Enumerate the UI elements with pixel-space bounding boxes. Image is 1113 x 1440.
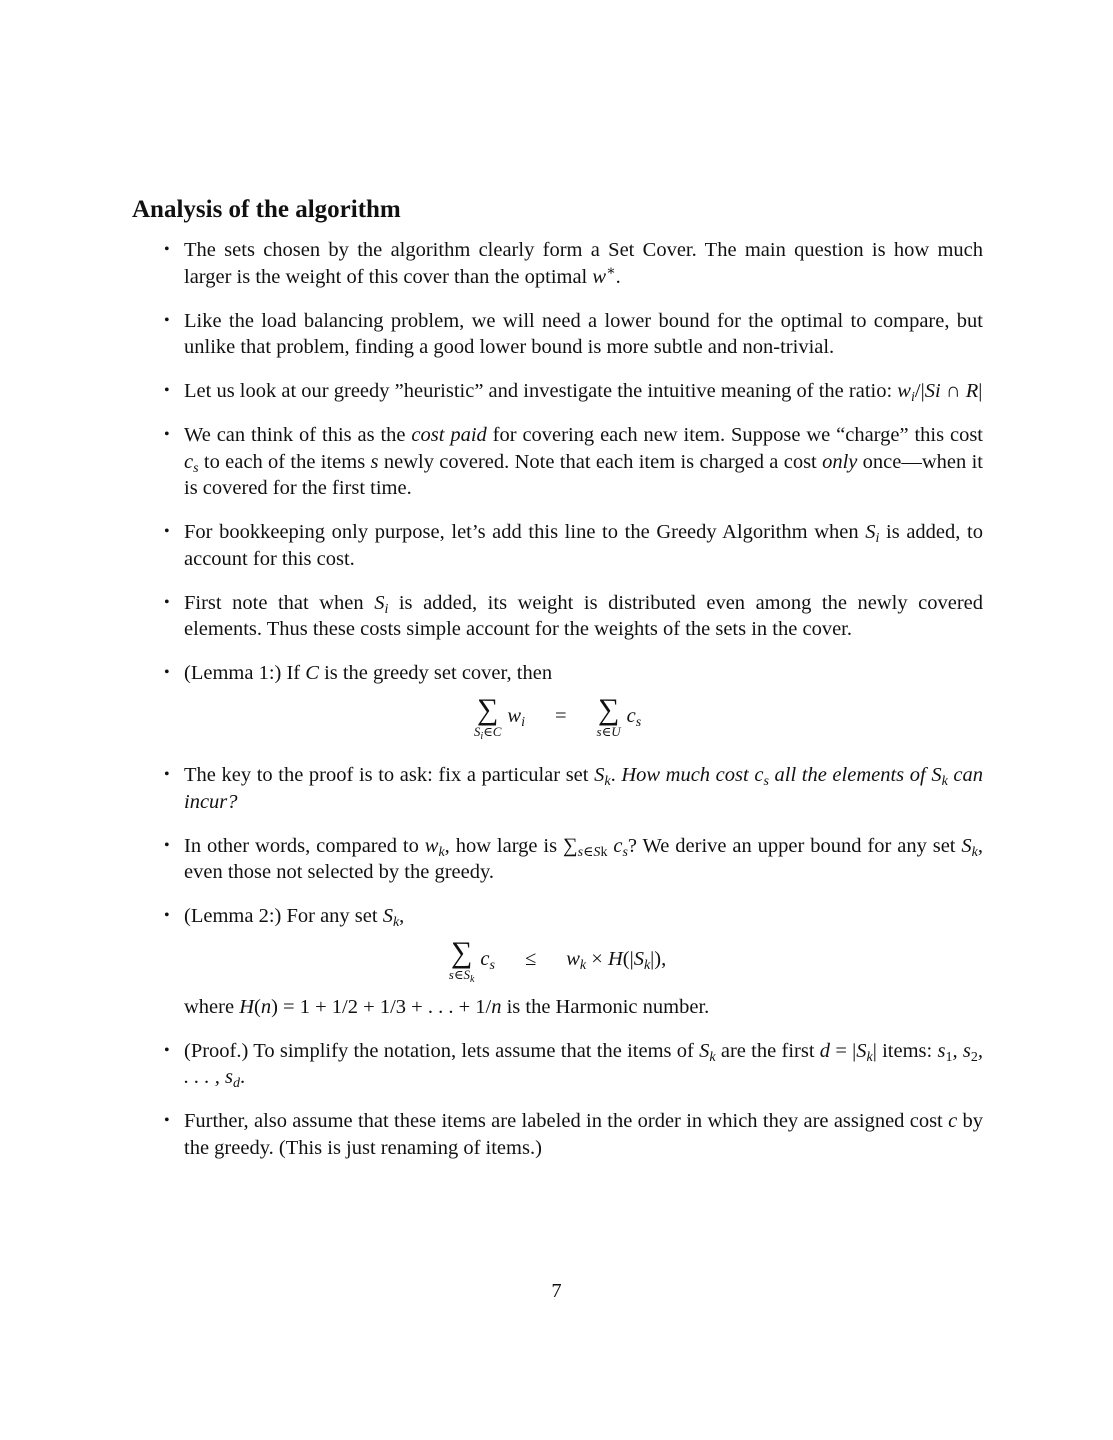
math-segment: k: [941, 774, 948, 789]
math-segment: S: [374, 591, 385, 614]
text-segment: (|: [622, 947, 634, 970]
math-segment: c: [613, 834, 623, 857]
bullet-icon: •: [164, 1112, 170, 1129]
math-segment: w: [592, 265, 607, 288]
bullet-text: [184, 903, 983, 930]
summation: [473, 692, 502, 742]
bullet-item: [132, 519, 983, 572]
math-segment: S: [699, 1039, 710, 1062]
bullet-icon: •: [164, 593, 170, 611]
bullet-item: [132, 1038, 983, 1091]
bullet-item: [132, 903, 983, 1020]
text-segment: The sets chosen by the algorithm clearly form a Set Cover. The main question is how much larger is the weight of this cover than the optimal: [184, 239, 983, 288]
bullet-item: [132, 1108, 983, 1161]
bullet-icon: •: [164, 766, 170, 783]
math-segment: k: [600, 844, 608, 860]
text-segment: | items:: [872, 1039, 938, 1062]
text-segment: (Lemma 2:) For any set: [184, 905, 383, 927]
math-segment: w: [897, 380, 911, 402]
text-segment: ∈: [453, 966, 464, 982]
bullet-item: [132, 422, 983, 502]
text-segment: all the elements of: [768, 764, 932, 786]
math-segment: s: [370, 450, 379, 473]
equation-term: [507, 695, 525, 730]
math-segment: k: [579, 957, 587, 973]
bullet-icon: •: [164, 907, 170, 924]
math-segment: k: [971, 844, 978, 860]
math-segment: s: [622, 844, 628, 860]
text-segment: where: [184, 995, 240, 1018]
bullet-icon: •: [164, 382, 170, 399]
section-heading: Analysis of the algorithm: [132, 196, 401, 223]
display-equation: [132, 692, 983, 745]
text-segment: .: [239, 1066, 246, 1088]
math-segment: 2: [970, 1049, 978, 1065]
math-segment: c: [184, 450, 194, 473]
text-segment: Let us look at our greedy ”heuristic” and investigate the intuitive meaning of the ratio:: [184, 380, 898, 402]
summation-index: [473, 723, 502, 742]
summation-index: [597, 725, 621, 739]
bullet-item: [132, 590, 983, 643]
text-segment: We can think of this as the: [184, 424, 412, 446]
math-segment: i: [875, 531, 880, 546]
math-segment: w: [566, 947, 580, 970]
bullet-text: [184, 422, 983, 502]
math-segment: U: [611, 723, 621, 739]
math-segment: n: [260, 995, 272, 1018]
math-segment: k: [438, 844, 445, 860]
bullet-icon: •: [164, 241, 170, 258]
text-segment: is added, to account for this cost.: [184, 521, 983, 570]
math-segment: S: [865, 521, 876, 543]
text-segment: Like the load balancing problem, we will need a lower bound for the optimal to compare, but unlike that problem, finding a good lower bound is more subtle and non-trivial.: [184, 309, 983, 358]
math-segment: s: [635, 714, 642, 730]
summation-index: [448, 966, 475, 985]
math-segment: i: [480, 730, 484, 742]
bullet-text: [184, 308, 983, 361]
math-segment: C: [305, 662, 319, 684]
math-segment: k: [709, 1049, 716, 1065]
text-segment: ∈: [601, 723, 612, 739]
bullet-item: [132, 660, 983, 745]
sum-symbol-icon: ∑: [476, 692, 499, 726]
bullet-icon: •: [164, 426, 170, 443]
math-segment: c: [480, 947, 490, 970]
bullet-list: [132, 237, 983, 1161]
math-segment: H: [607, 947, 623, 970]
math-segment: d: [819, 1039, 831, 1062]
bullet-item: [132, 378, 983, 405]
text-segment: = |: [830, 1039, 857, 1062]
bullet-text: [184, 378, 983, 405]
math-segment: s: [489, 957, 495, 973]
bullet-text: [184, 237, 983, 290]
math-segment: c: [754, 764, 764, 786]
math-segment: , . . . , s: [184, 1039, 983, 1088]
text-segment: .: [610, 764, 622, 786]
text-segment: only: [822, 450, 858, 473]
math-segment: d: [232, 1076, 240, 1091]
math-segment: n: [491, 995, 502, 1018]
text-segment: |: [978, 380, 983, 402]
math-segment: s: [596, 723, 602, 739]
math-segment: R: [965, 380, 979, 402]
text-segment: is added, its weight is distributed even among the newly covered elements. Thus these costs simple account for the weights of the sets in the cover.: [184, 591, 983, 640]
text-segment: , even those not selected by the greedy.: [184, 834, 984, 883]
text-segment: For bookkeeping only purpose, let’s add this line to the Greedy Algorithm when: [184, 521, 866, 543]
text-segment: ,: [399, 905, 405, 927]
text-segment: cost paid: [411, 424, 487, 446]
math-segment: s: [193, 460, 199, 476]
text-segment: (Lemma 1:) If: [184, 662, 306, 684]
text-segment: is the greedy set cover, then: [318, 662, 553, 684]
text-segment: |),: [650, 947, 667, 970]
math-segment: S: [382, 905, 393, 927]
math-segment: w: [507, 704, 522, 727]
math-segment: 1: [945, 1049, 953, 1065]
bullet-text: [184, 1108, 983, 1161]
equation-term: [480, 938, 495, 973]
math-segment: c: [948, 1110, 958, 1132]
text-segment: is the Harmonic number.: [501, 995, 710, 1018]
text-segment: /|: [914, 380, 925, 402]
display-equation: [132, 935, 983, 988]
bullet-item: [132, 833, 983, 886]
math-segment: S: [961, 834, 972, 857]
equation-relation: =: [554, 704, 567, 727]
bullet-item: [132, 308, 983, 361]
summation: [596, 692, 621, 739]
text-segment: ) = 1 + 1/2 + 1/3 + . . . + 1/: [271, 995, 492, 1018]
document-page: [132, 195, 983, 1179]
math-segment: S: [463, 966, 470, 982]
equation-relation: ≤: [524, 947, 537, 970]
math-segment: S: [856, 1039, 867, 1062]
text-segment: (: [254, 995, 261, 1018]
math-segment: ∗: [606, 263, 616, 279]
text-segment: How much cost: [621, 764, 755, 786]
math-segment: S: [473, 723, 481, 739]
text-segment: ? We derive an upper bound for any set: [627, 834, 962, 857]
summation: [448, 935, 475, 985]
bullet-text: [184, 1038, 983, 1091]
math-segment: i: [910, 390, 915, 405]
text-segment: are the first: [715, 1039, 820, 1062]
text-segment: for covering each new item. Suppose we “charge” this cost: [486, 424, 984, 446]
math-segment: c: [626, 704, 636, 727]
text-segment: ×: [586, 947, 608, 970]
sum-symbol-icon: ∑: [450, 935, 473, 969]
text-segment: ∈: [483, 723, 493, 739]
text-segment: (Proof.) To simplify the notation, lets assume that the items of: [184, 1039, 700, 1062]
text-segment: to each of the items: [198, 450, 371, 473]
math-segment: H: [239, 995, 255, 1018]
math-segment: S: [594, 764, 605, 786]
bullet-icon: •: [164, 664, 170, 681]
text-segment: once—when it is covered for the first time.: [184, 450, 983, 499]
bullet-icon: •: [164, 523, 170, 540]
text-segment: by the greedy. (This is just renaming of items.): [184, 1110, 984, 1159]
bullet-text: [184, 762, 983, 815]
text-segment: The key to the proof is to ask: fix a particular set: [184, 764, 595, 786]
text-segment: First note that when: [184, 591, 375, 614]
bullet-icon: •: [164, 1041, 170, 1059]
math-segment: k: [604, 774, 611, 789]
bullet-text: [184, 660, 983, 687]
text-segment: , how large is ∑: [444, 834, 578, 857]
math-segment: s: [448, 966, 454, 982]
bullet-item: [132, 762, 983, 815]
text-segment: Further, also assume that these items are labeled in the order in which they are assigned cost: [184, 1110, 949, 1132]
bullet-item: [132, 237, 983, 290]
bullet-text: [184, 590, 983, 643]
text-segment: ∩: [940, 380, 966, 402]
sum-symbol-icon: ∑: [597, 692, 620, 726]
text-segment: In other words, compared to: [184, 834, 425, 857]
text-segment: .: [615, 265, 621, 288]
math-segment: s: [763, 774, 769, 789]
bullet-text: [184, 519, 983, 572]
text-segment: can incur?: [184, 764, 984, 813]
math-segment: k: [469, 973, 475, 985]
text-segment: newly covered. Note that each item is charged a cost: [378, 450, 823, 473]
math-segment: i: [521, 714, 525, 730]
math-segment: i: [384, 601, 389, 617]
math-segment: S: [931, 764, 942, 786]
bullet-text: [184, 833, 983, 886]
math-segment: k: [866, 1049, 873, 1065]
math-segment: S: [633, 947, 644, 970]
math-segment: w: [424, 834, 439, 857]
equation-term: [627, 695, 642, 730]
bullet-continuation: [184, 994, 983, 1021]
math-segment: Si: [924, 380, 941, 402]
math-segment: k: [643, 957, 651, 973]
bullet-icon: •: [164, 836, 170, 854]
math-segment: k: [392, 915, 400, 930]
page-number: 7: [551, 1280, 562, 1302]
equation-term: [566, 938, 666, 973]
math-segment: s: [937, 1039, 946, 1062]
math-segment: C: [492, 723, 502, 739]
bullet-icon: •: [164, 311, 170, 329]
math-segment: s∈S: [577, 844, 601, 860]
math-segment: , s: [952, 1039, 971, 1062]
